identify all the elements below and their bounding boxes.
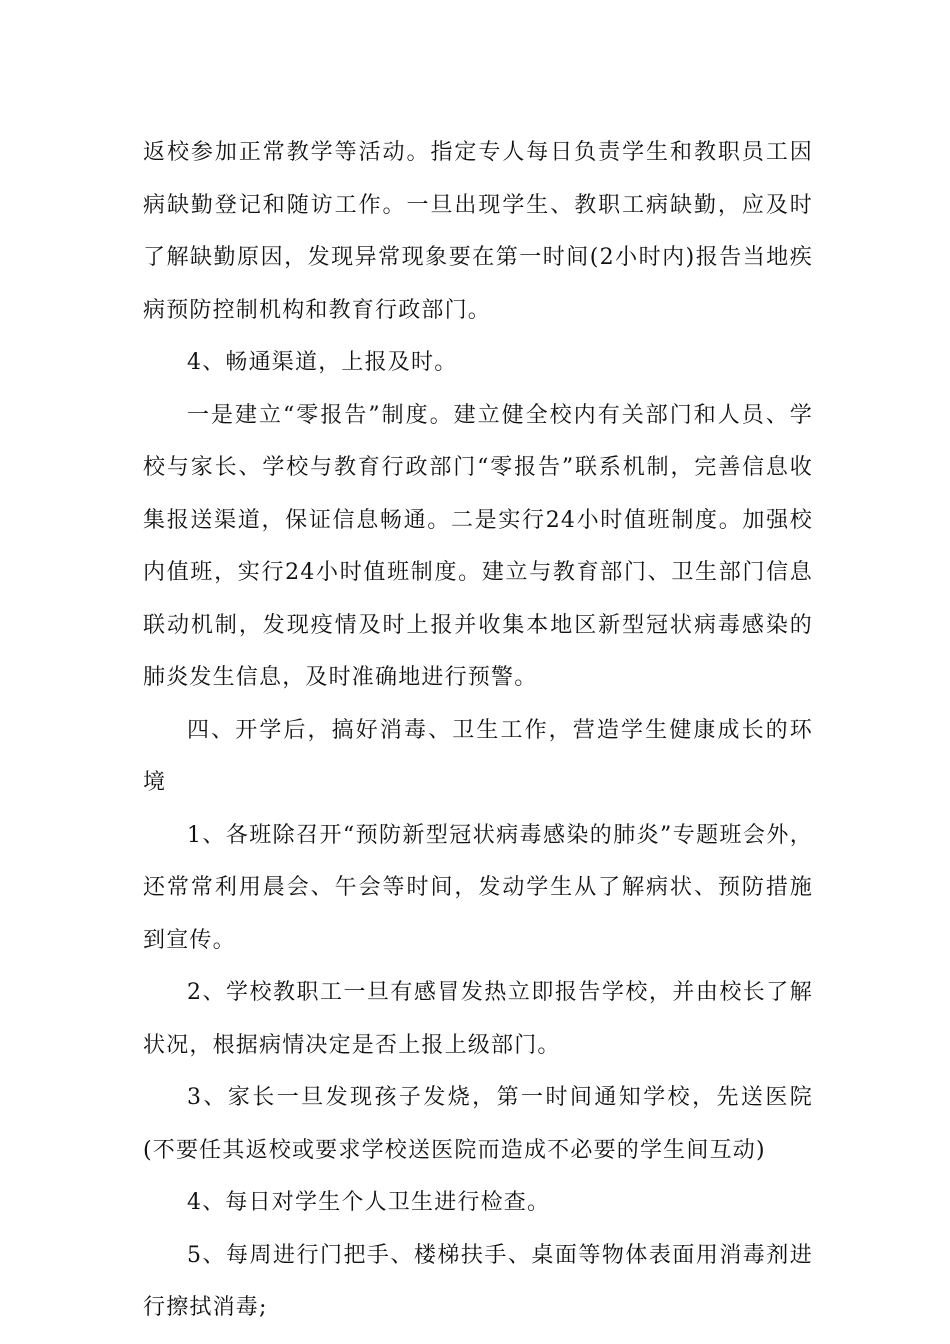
section-heading-4: 四、开学后，搞好消毒、卫生工作，营造学生健康成长的环境 [143, 717, 813, 795]
paragraph-item-4: 4、每日对学生个人卫生进行检查。 [187, 1190, 551, 1215]
paragraph-item-5: 5、每周进行门把手、楼梯扶手、桌面等物体表面用消毒剂进行擦拭消毒; [143, 1242, 813, 1320]
paragraph-item-1: 1、各班除召开“预防新型冠状病毒感染的肺炎”专题班会外，还常常利用晨会、午会等时间，发动学生从了解病状、预防措施到宣传。 [143, 822, 813, 953]
paragraph-item-3: 3、家长一旦发现孩子发烧，第一时间通知学校，先送医院(不要任其返校或要求学校送医院而造成不必要的学生间互动) [143, 1085, 813, 1163]
paragraph-item-2: 2、学校教职工一旦有感冒发热立即报告学校，并由校长了解状况，根据病情决定是否上报上级部门。 [143, 980, 813, 1058]
paragraph-item-4-heading: 4、畅通渠道，上报及时。 [187, 350, 458, 375]
document-body [143, 127, 813, 1335]
paragraph-zero-report: 一是建立“零报告”制度。建立健全校内有关部门和人员、学校与家长、学校与教育行政部门“零报告”联系机制，完善信息收集报送渠道，保证信息畅通。二是实行24小时值班制度。加强校内值班，实行24小时值班制度。建立与教育部门、卫生部门信息联动机制，发现疫情及时上报并收集本地区新型冠状病毒感染的肺炎发生信息，及时准确地进行预警。 [143, 402, 813, 690]
paragraph-continuation: 返校参加正常教学等活动。指定专人每日负责学生和教职员工因病缺勤登记和随访工作。一旦出现学生、教职工病缺勤，应及时了解缺勤原因，发现异常现象要在第一时间(2小时内)报告当地疾病预防控制机构和教育行政部门。 [143, 140, 813, 323]
